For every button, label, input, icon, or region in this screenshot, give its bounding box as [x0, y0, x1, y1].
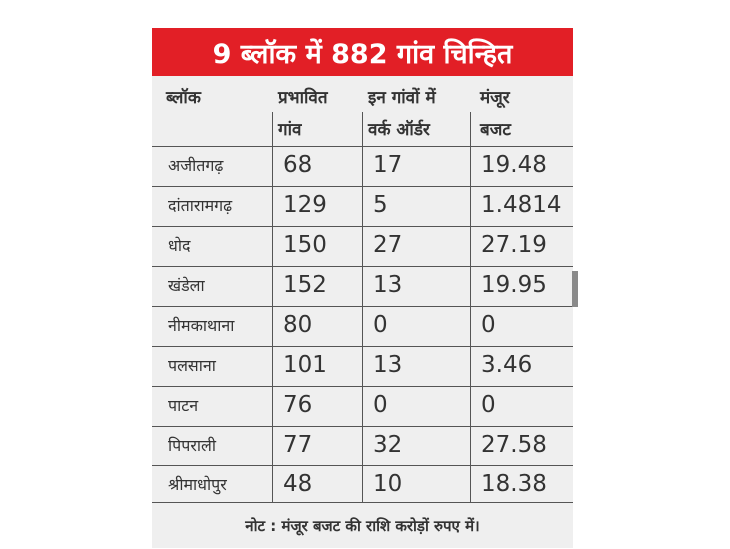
budget-value: 3.46	[481, 352, 533, 378]
budget-value: 27.58	[481, 432, 547, 458]
budget-value: 0	[481, 392, 496, 418]
affected-villages-value: 76	[283, 392, 313, 418]
table-note: नोट : मंजूर बजट की राशि करोड़ों रुपए में।	[152, 502, 573, 549]
affected-villages-value: 129	[283, 192, 327, 218]
affected-villages-value: 68	[283, 152, 313, 178]
budget-value: 1.4814	[481, 192, 562, 218]
work-orders-value: 10	[373, 471, 403, 497]
data-table-card	[152, 28, 573, 548]
table-title: 9 ब्लॉक में 882 गांव चिन्हित	[152, 28, 573, 76]
block-name: नीमकाथाना	[168, 316, 235, 335]
affected-villages-value: 48	[283, 471, 313, 497]
budget-value: 19.95	[481, 272, 547, 298]
table-row	[152, 346, 573, 384]
block-name: पिपराली	[168, 436, 217, 455]
block-name: पलसाना	[168, 356, 216, 375]
block-name: श्रीमाधोपुर	[168, 475, 227, 494]
table-row	[152, 465, 573, 503]
header-affected-villages-line1: प्रभावित	[278, 88, 328, 108]
header-work-orders-line1: इन गांवों में	[368, 88, 436, 108]
header-affected-villages-line2: गांव	[278, 120, 302, 140]
work-orders-value: 0	[373, 312, 388, 338]
work-orders-value: 13	[373, 352, 403, 378]
scrollbar-thumb[interactable]	[572, 271, 578, 307]
block-name: पाटन	[168, 396, 199, 415]
header-work-orders-line2: वर्क ऑर्डर	[368, 120, 430, 140]
affected-villages-value: 150	[283, 232, 327, 258]
budget-value: 18.38	[481, 471, 547, 497]
affected-villages-value: 77	[283, 432, 313, 458]
work-orders-value: 32	[373, 432, 403, 458]
block-name: दांतारामगढ़	[168, 196, 233, 215]
header-sanctioned-budget-line2: बजट	[480, 120, 511, 140]
block-name: खंडेला	[168, 276, 205, 295]
affected-villages-value: 101	[283, 352, 327, 378]
work-orders-value: 27	[373, 232, 403, 258]
header-block-label: ब्लॉक	[166, 88, 201, 108]
table-row	[152, 426, 573, 464]
table-row	[152, 226, 573, 264]
table-row	[152, 306, 573, 344]
budget-value: 19.48	[481, 152, 547, 178]
block-name: धोद	[168, 236, 191, 255]
header-sanctioned-budget-line1: मंजूर	[480, 88, 510, 108]
affected-villages-value: 80	[283, 312, 313, 338]
affected-villages-value: 152	[283, 272, 327, 298]
table-row	[152, 146, 573, 184]
work-orders-value: 0	[373, 392, 388, 418]
table-row	[152, 386, 573, 424]
table-row	[152, 186, 573, 224]
work-orders-value: 13	[373, 272, 403, 298]
budget-value: 27.19	[481, 232, 547, 258]
table-row	[152, 266, 573, 304]
budget-value: 0	[481, 312, 496, 338]
work-orders-value: 17	[373, 152, 403, 178]
work-orders-value: 5	[373, 192, 388, 218]
block-name: अजीतगढ़	[168, 156, 224, 175]
